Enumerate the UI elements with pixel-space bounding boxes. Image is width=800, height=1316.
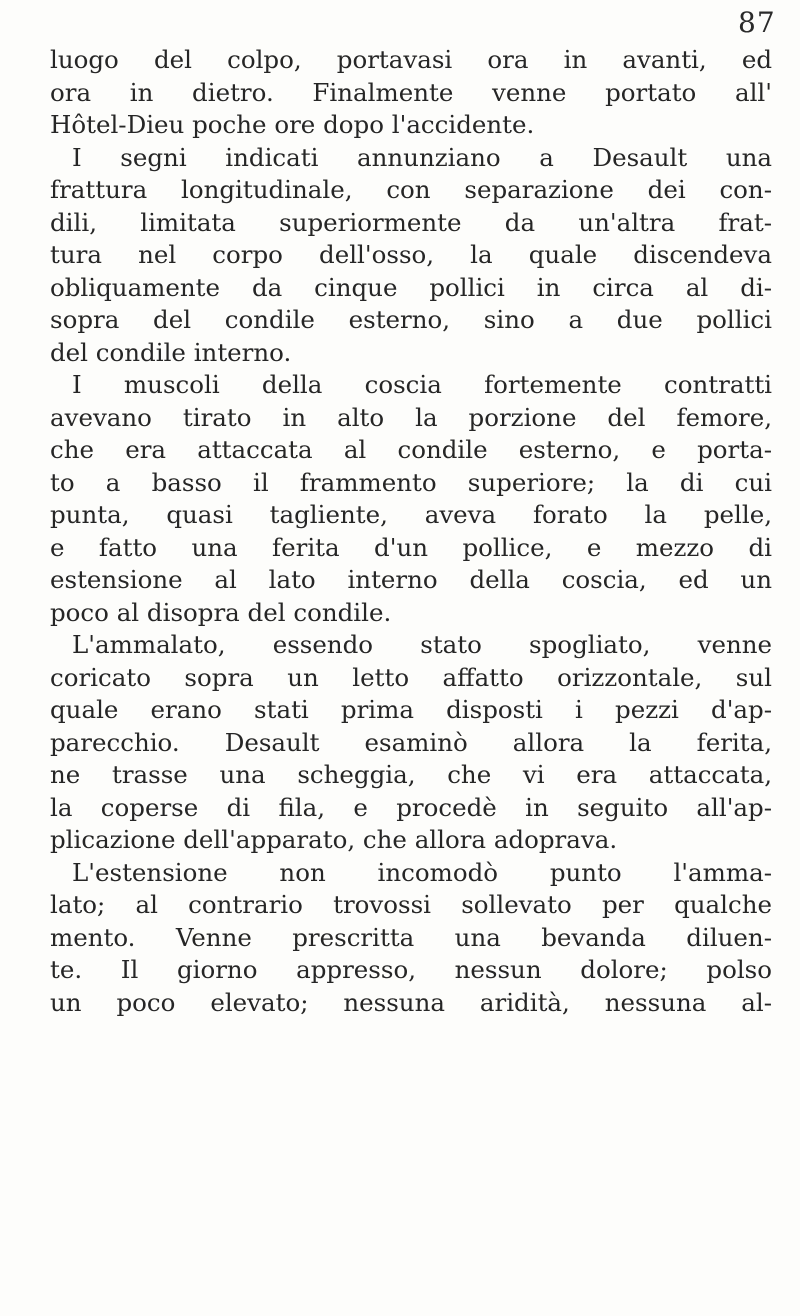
text-line: L'estensione non incomodò punto l'amma- — [72, 857, 772, 887]
text-line: del condile interno. — [50, 337, 292, 367]
text-line: ne trasse una scheggia, che vi era attaccata, — [50, 760, 772, 789]
text-line: sopra del condile esterno, sino a due pollici — [50, 305, 772, 334]
text-line: tura nel corpo dell'osso, la quale discendeva — [50, 240, 772, 269]
text-line: luogo del colpo, portavasi ora in avanti, ed — [50, 45, 772, 74]
text-line: coricato sopra un letto affatto orizzontale, sul — [50, 662, 772, 692]
text-line: obliquamente da cinque pollici in circa al di- — [50, 272, 772, 302]
text-line: te. Il giorno appresso, nessun dolore; polso — [50, 955, 772, 984]
text-line: parecchio. Desault esaminò allora la ferita, — [50, 727, 772, 757]
text-line: plicazione dell'apparato, che allora adoprava. — [50, 825, 618, 854]
text-line: mento. Venne prescritta una bevanda diluen- — [50, 922, 772, 952]
text-line: frattura longitudinale, con separazione dei con- — [50, 175, 772, 204]
text-line: quale erano stati prima disposti i pezzi d'ap- — [50, 695, 772, 724]
body-text — [50, 44, 772, 1019]
text-line: la coperse di fila, e procedè in seguito all'ap- — [50, 792, 772, 822]
text-line: che era attaccata al condile esterno, e porta- — [50, 435, 772, 464]
text-line: estensione al lato interno della coscia, ed un — [50, 565, 772, 594]
text-line: poco al disopra del condile. — [50, 597, 392, 627]
page-number: 87 — [738, 6, 776, 39]
text-line: to a basso il frammento superiore; la di cui — [50, 467, 772, 497]
text-line: e fatto una ferita d'un pollice, e mezzo di — [50, 532, 772, 562]
text-line: L'ammalato, essendo stato spogliato, venne — [72, 630, 772, 659]
text-line: avevano tirato in alto la porzione del femore, — [50, 402, 772, 432]
text-line: un poco elevato; nessuna aridità, nessuna al- — [50, 987, 772, 1017]
text-line: Hôtel-Dieu poche ore dopo l'accidente. — [50, 110, 535, 139]
text-line: lato; al contrario trovossi sollevato per qualche — [50, 890, 772, 919]
text-line: punta, quasi tagliente, aveva forato la pelle, — [50, 500, 772, 529]
text-line: I muscoli della coscia fortemente contratti — [72, 370, 772, 399]
text-line: ora in dietro. Finalmente venne portato all' — [50, 77, 772, 107]
text-line: dili, limitata superiormente da un'altra frat- — [50, 207, 772, 237]
text-line: I segni indicati annunziano a Desault una — [72, 142, 772, 172]
